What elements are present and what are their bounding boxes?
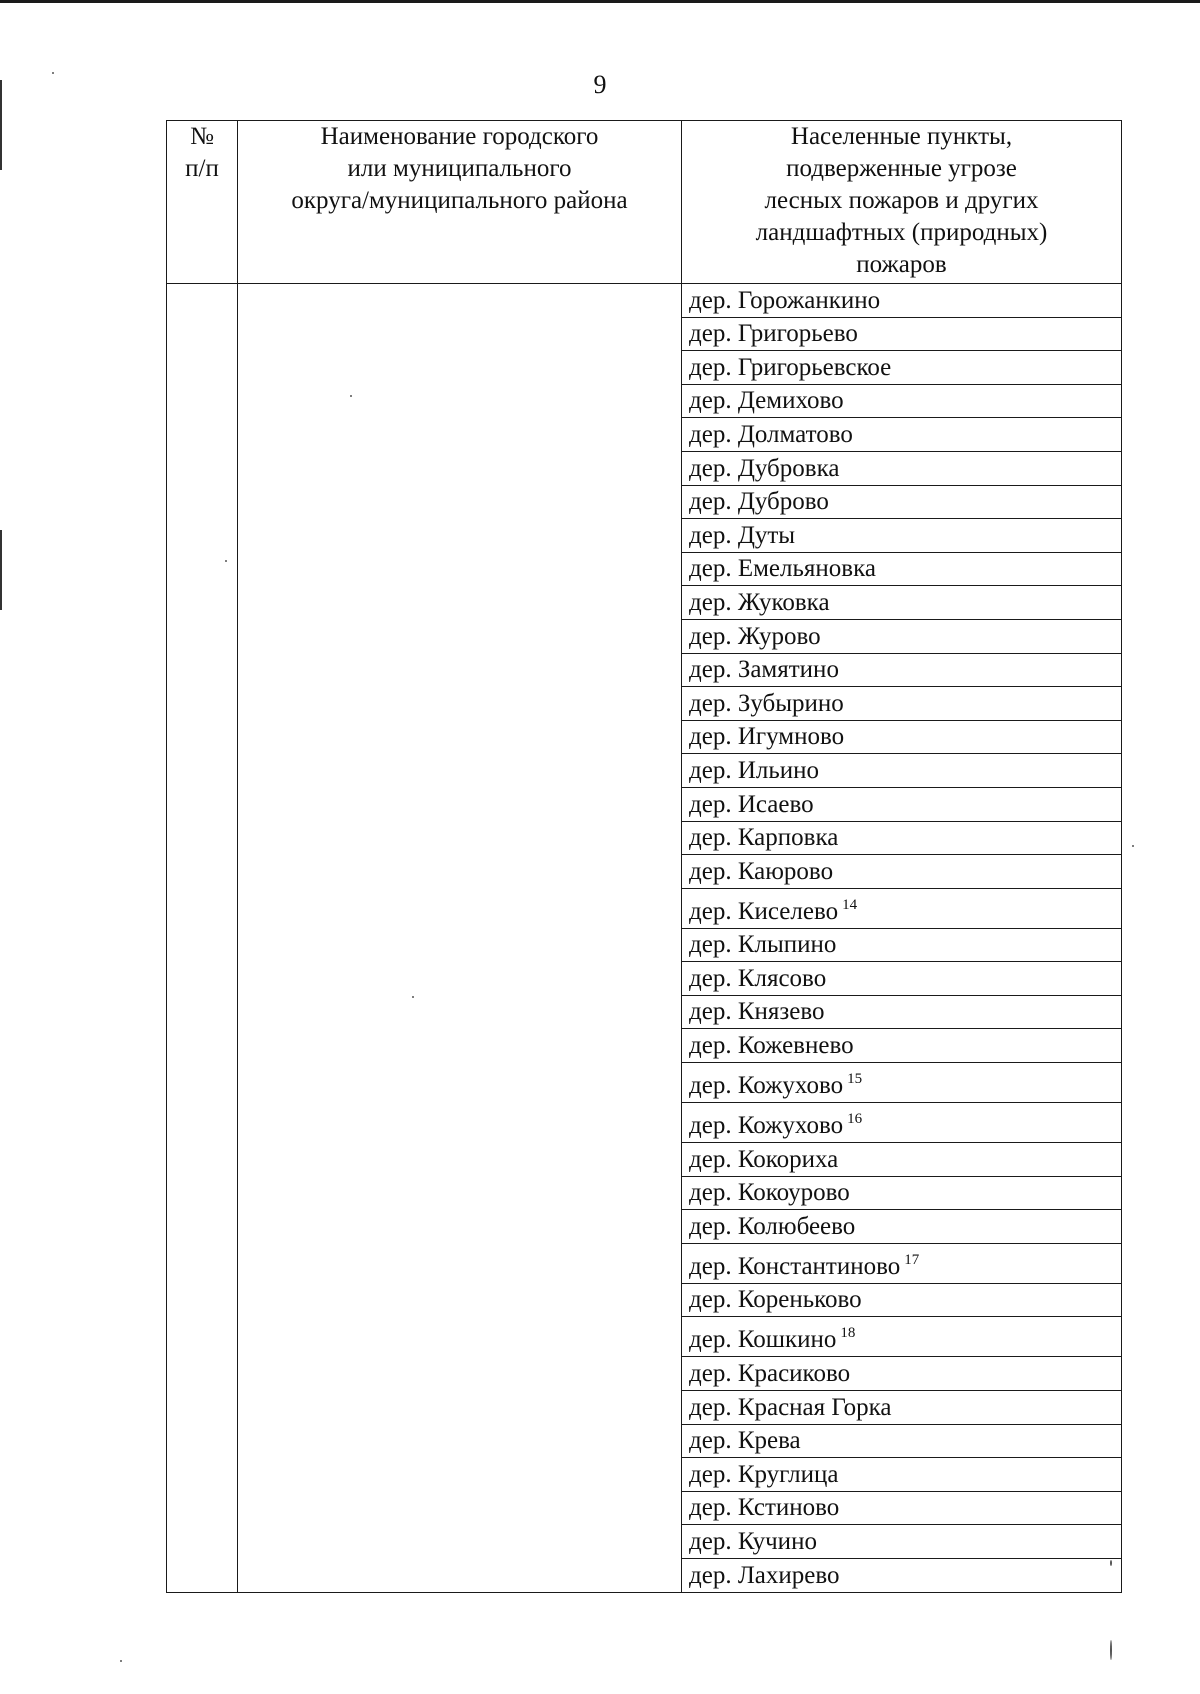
settlement-name: дер. Журово: [689, 622, 821, 650]
scan-speck: [120, 1660, 122, 1662]
settlement-name: дер. Дуты: [689, 521, 796, 549]
settlement-name: дер. Игумново: [689, 723, 845, 751]
settlement-cell: [682, 720, 1122, 754]
settlement-name: дер. Кокориха: [689, 1145, 839, 1173]
settlement-cell: [682, 888, 1122, 928]
settlement-cell: [682, 1317, 1122, 1357]
settlement-name: дер. Замятино: [689, 656, 839, 684]
settlement-name: дер. Константиново: [689, 1252, 901, 1280]
settlement-name: дер. Кожухово: [689, 1072, 844, 1100]
settlement-name: дер. Кожевнево: [689, 1032, 854, 1060]
settlement-name: дер. Киселево: [689, 897, 839, 925]
scan-speck: [350, 395, 352, 397]
settlement-name: дер. Демихово: [689, 387, 844, 415]
settlement-name: дер. Кожухово: [689, 1112, 844, 1140]
settlement-cell: [682, 821, 1122, 855]
settlement-cell: [682, 586, 1122, 620]
settlement-name: дер. Григорьево: [689, 320, 858, 348]
header-district-line: или муниципального: [347, 155, 572, 182]
settlement-name: дер. Каюрово: [689, 857, 834, 885]
settlement-cell: [682, 351, 1122, 385]
settlement-name: дер. Круглица: [689, 1460, 839, 1488]
settlements-table-body: [167, 121, 1122, 1593]
settlement-cell: [682, 995, 1122, 1029]
settlement-name: дер. Дубровка: [689, 454, 840, 482]
settlement-name: дер. Колюбеево: [689, 1212, 856, 1240]
settlement-cell: [682, 928, 1122, 962]
header-places-line: лесных пожаров и других: [764, 187, 1039, 214]
table-header-row: [167, 121, 1122, 284]
number-cell: [167, 284, 238, 1593]
header-places-line: подверженные угрозе: [786, 155, 1017, 182]
settlement-cell: [682, 451, 1122, 485]
scan-margin-mark: [0, 530, 2, 610]
header-places-line: ландшафтных (природных): [755, 219, 1048, 246]
settlement-name: дер. Красная Горка: [689, 1393, 892, 1421]
settlement-cell: [682, 1103, 1122, 1143]
footnote-marker: 18: [840, 1325, 856, 1342]
settlement-name: дер. Исаево: [689, 790, 814, 818]
scan-speck: [1132, 845, 1134, 847]
table-row: [167, 284, 1122, 318]
footnote-marker: 17: [904, 1251, 920, 1268]
settlement-cell: [682, 1424, 1122, 1458]
settlement-cell: [682, 687, 1122, 721]
header-number-line: №: [190, 123, 214, 150]
header-district-line: округа/муниципального района: [291, 187, 628, 214]
settlement-cell: [682, 317, 1122, 351]
page-number: 9: [593, 70, 607, 99]
settlement-name: дер. Лахирево: [689, 1561, 840, 1589]
header-district-column: [238, 121, 682, 284]
settlement-name: дер. Кучино: [689, 1528, 817, 1555]
top-border-rule: [0, 0, 1200, 3]
settlement-cell: [682, 619, 1122, 653]
settlement-cell: [682, 1559, 1122, 1593]
settlement-cell: [682, 1176, 1122, 1210]
scan-speck: [1110, 1640, 1112, 1660]
settlement-cell: [682, 1210, 1122, 1244]
settlement-cell: [682, 754, 1122, 788]
settlement-name: дер. Кореньково: [689, 1286, 862, 1314]
settlement-name: дер. Князево: [689, 998, 825, 1026]
scan-speck: [225, 560, 227, 562]
footnote-marker: 14: [842, 896, 858, 913]
settlement-cell: [682, 653, 1122, 687]
settlement-name: дер. Ильино: [689, 756, 820, 784]
settlement-name: дер. Горожанкино: [689, 286, 881, 314]
settlement-name: дер. Карповка: [689, 824, 839, 852]
settlement-cell: [682, 1458, 1122, 1492]
settlement-name: дер. Клыпино: [689, 931, 837, 959]
district-cell: [238, 284, 682, 1593]
settlement-name: дер. Красиково: [689, 1360, 851, 1388]
settlement-name: дер. Крева: [689, 1427, 801, 1455]
footnote-marker: 15: [847, 1071, 863, 1088]
settlement-cell: [682, 1525, 1122, 1559]
header-number-column: [167, 121, 238, 284]
scan-speck: [412, 996, 414, 998]
settlement-cell: [682, 519, 1122, 553]
header-places-line: Населенные пункты,: [790, 123, 1013, 150]
settlement-cell: [682, 1063, 1122, 1103]
settlement-cell: [682, 1391, 1122, 1425]
header-district-line: Наименование городского: [320, 123, 599, 150]
settlement-name: дер. Кошкино: [689, 1326, 837, 1354]
header-places-column: [682, 121, 1122, 284]
settlement-name: дер. Зубырино: [689, 689, 844, 717]
settlement-cell: [682, 418, 1122, 452]
settlement-cell: [682, 787, 1122, 821]
settlement-name: дер. Клясово: [689, 964, 827, 992]
header-number-line: п/п: [185, 155, 219, 182]
settlement-cell: [682, 1491, 1122, 1525]
scan-speck: [52, 72, 54, 74]
settlement-cell: [682, 1357, 1122, 1391]
settlement-name: дер. Долматово: [689, 420, 853, 448]
settlement-name: дер. Кстиново: [689, 1494, 840, 1522]
settlement-cell: [682, 962, 1122, 996]
settlement-name: дер. Григорьевское: [689, 353, 892, 381]
settlement-cell: [682, 284, 1122, 318]
settlement-name: дер. Кокоурово: [689, 1179, 850, 1207]
footnote-marker: 16: [847, 1111, 863, 1128]
settlement-cell: [682, 1243, 1122, 1283]
settlement-cell: [682, 384, 1122, 418]
scan-speck: [1110, 1560, 1112, 1566]
settlement-name: дер. Жуковка: [689, 588, 830, 616]
settlement-cell: [682, 1283, 1122, 1317]
settlement-cell: [682, 1143, 1122, 1177]
settlement-cell: [682, 552, 1122, 586]
settlement-cell: [682, 485, 1122, 519]
settlement-cell: [682, 1029, 1122, 1063]
settlement-name: дер. Емельяновка: [689, 555, 876, 583]
settlements-table: [166, 120, 1122, 1593]
header-places-line: пожаров: [856, 251, 947, 278]
settlement-cell: [682, 855, 1122, 889]
settlement-name: дер. Дуброво: [689, 488, 829, 516]
